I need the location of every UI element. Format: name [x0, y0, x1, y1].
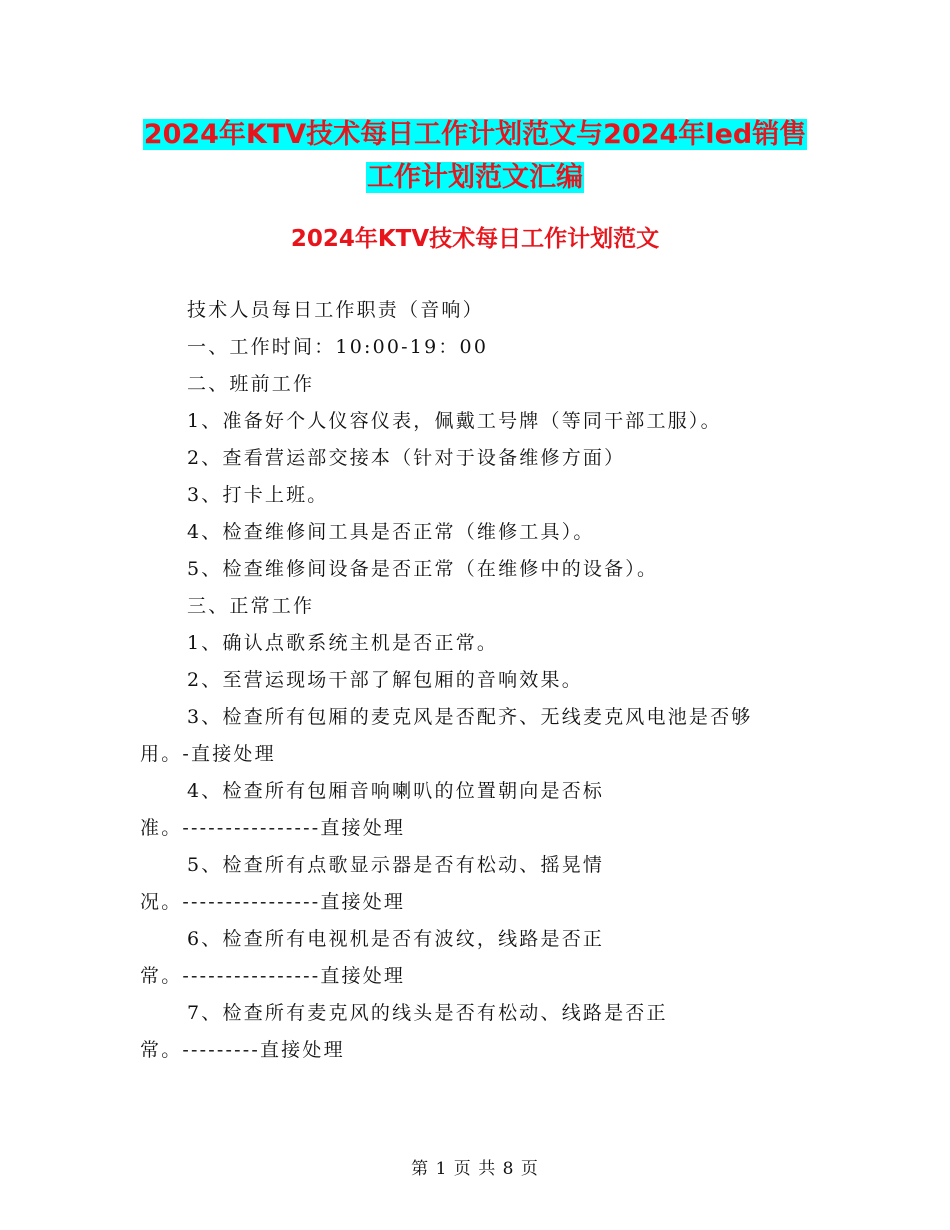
section-title: 2024年KTV技术每日工作计划范文	[290, 226, 660, 252]
title-highlight-1: 2024年KTV技术每日工作计划范文与2024年led销售	[143, 119, 807, 150]
document-title-line-1	[0, 112, 950, 151]
paragraph-line: 4、检查所有包厢音响喇叭的位置朝向是否标	[187, 780, 605, 802]
paragraph-line: 准。----------------直接处理	[140, 817, 406, 839]
paragraph-line: 用。-直接处理	[140, 743, 276, 765]
paragraph-line: 5、检查维修间设备是否正常（在维修中的设备）。	[187, 558, 659, 580]
paragraph-line: 3、打卡上班。	[187, 484, 329, 506]
paragraph-line: 6、检查所有电视机是否有波纹，线路是否正	[187, 928, 605, 950]
paragraph-line: 2、查看营运部交接本（针对于设备维修方面）	[187, 447, 626, 469]
paragraph-line: 况。----------------直接处理	[140, 891, 406, 913]
paragraph-line: 1、确认点歌系统主机是否正常。	[187, 632, 499, 654]
paragraph-line: 常。----------------直接处理	[140, 965, 406, 987]
paragraph-line: 4、检查维修间工具是否正常（维修工具）。	[187, 521, 595, 543]
paragraph-line: 5、检查所有点歌显示器是否有松动、摇晃情	[187, 854, 605, 876]
paragraph-line: 三、正常工作	[187, 595, 315, 617]
paragraph-line: 常。---------直接处理	[140, 1039, 345, 1061]
paragraph-line: 2、至营运现场干部了解包厢的音响效果。	[187, 669, 583, 691]
title-highlight-2: 工作计划范文汇编	[367, 162, 583, 193]
paragraph-line: 1、准备好个人仪容仪表，佩戴工号牌（等同干部工服）。	[187, 410, 722, 432]
paragraph-line: 二、班前工作	[187, 373, 315, 395]
paragraph-line: 一、工作时间：10:00-19：00	[187, 336, 489, 358]
paragraph-line: 7、检查所有麦克风的线头是否有松动、线路是否正	[187, 1002, 668, 1024]
page-number-footer: 第 1 页 共 8 页	[411, 1159, 539, 1179]
paragraph-line: 3、检查所有包厢的麦克风是否配齐、无线麦克风电池是否够	[187, 706, 753, 728]
document-title-line-2	[0, 155, 950, 194]
paragraph-line: 技术人员每日工作职责（音响）	[187, 299, 484, 321]
